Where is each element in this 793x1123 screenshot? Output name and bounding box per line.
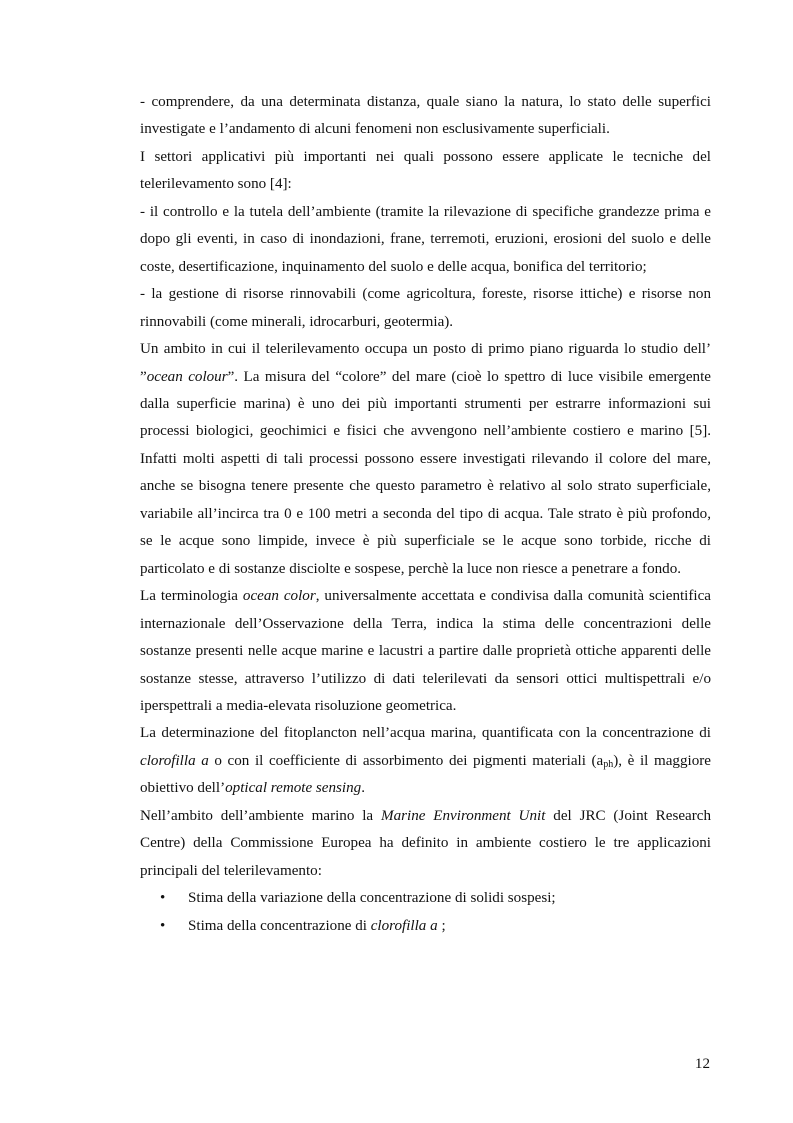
paragraph-7-italic-1: clorofilla a <box>140 752 209 769</box>
list-item-italic: clorofilla a <box>370 917 438 934</box>
document-body <box>140 89 711 940</box>
paragraph-8 <box>140 803 711 885</box>
paragraph-6-text-a: La terminologia <box>140 588 243 605</box>
list-item-tail: ; <box>437 917 446 934</box>
paragraph-8-text-b: del JRC (Joint Research Centre) della Commissione Europea ha definito in ambiente costiero le tre applicazioni principali del telerilevamento: <box>140 807 711 879</box>
list-item <box>140 885 711 912</box>
paragraph-1: - comprendere, da una determinata distanza, quale siano la natura, lo stato delle superfici investigate e l’andamento di alcuni fenomeni non esclusivamente superficiali. <box>140 94 711 138</box>
paragraph-5-italic: ocean colour <box>146 368 228 385</box>
bullet-icon: • <box>160 917 166 934</box>
paragraph-5-text-a: Un ambito in cui il telerilevamento occupa un posto di primo piano riguarda lo studio dell’ ” <box>140 341 711 385</box>
page-number: 12 <box>694 1056 710 1072</box>
paragraph-8-text-a: Nell’ambito dell’ambiente marino la <box>140 807 381 824</box>
list-item-text: Stima della concentrazione di <box>188 917 371 934</box>
bullet-icon: • <box>160 890 166 907</box>
paragraph-7-text-d: . <box>361 780 365 797</box>
applications-list <box>140 885 711 940</box>
paragraph-7-text-c: ), è il maggiore obiettivo dell’ <box>140 752 711 797</box>
paragraph-7-italic-2: optical remote sensing <box>225 780 362 797</box>
paragraph-7 <box>140 720 711 802</box>
paragraph-7-text-b: o con il coefficiente di assorbimento dei pigmenti materiali (a <box>208 752 604 769</box>
paragraph-4: - la gestione di risorse rinnovabili (come agricoltura, foreste, risorse ittiche) e risorse non rinnovabili (come minerali, idrocarburi, geotermia). <box>140 286 711 330</box>
paragraph-6-text-b: , universalmente accettata e condivisa dalla comunità scientifica internazionale dell’Osservazione della Terra, indica la stima delle concentrazioni delle sostanze presenti nelle acque marine e lacustri a partire dalle proprietà ottiche apparenti delle sostanze stesse, attraverso l’utilizzo di dati telerilevati da sensori ottici multispettrali e/o iperspettrali a media-elevata risoluzione geometrica. <box>140 588 711 714</box>
paragraph-2: I settori applicativi più importanti nei quali possono essere applicate le tecniche del telerilevamento sono [4]: <box>140 148 711 193</box>
paragraph-7-text-a: La determinazione del fitoplancton nell’acqua marina, quantificata con la concentrazione di <box>140 725 711 742</box>
list-item-text: Stima della variazione della concentrazione di solidi sospesi; <box>188 890 556 907</box>
paragraph-3: - il controllo e la tutela dell’ambiente (tramite la rilevazione di specifiche grandezze prima e dopo gli eventi, in caso di inondazioni, frane, terremoti, eruzioni, erosioni del suolo e delle coste, desertificazione, inquinamento del suolo e delle acqua, bonifica del territorio; <box>140 203 711 275</box>
paragraph-6-italic: ocean color <box>242 588 316 605</box>
paragraph-5-text-b: ”. La misura del “colore” del mare (cioè lo spettro di luce visibile emergente dalla superficie marina) è uno dei più importanti strumenti per estrarre informazioni sui processi biologici, geochimici e fisici che avvengono nell’ambiente costiero e marino [5]. Infatti molti aspetti di tali processi possono essere investigati rilevando il colore del mare, anche se bisogna tenere presente che questo parametro è relativo al solo strato superficiale, variabile all’incirca tra 0 e 100 metri a seconda del tipo di acqua. Tale strato è più profondo, se le acque sono limpide, invece è più superficiale se le acque sono torbide, ricche di particolato e di sostanze disciolte e sospese, perchè la luce non riesce a penetrare a fondo. <box>140 368 711 577</box>
paragraph-6 <box>140 583 711 720</box>
list-item <box>140 913 711 940</box>
paragraph-5 <box>140 336 711 583</box>
subscript-ph: ph <box>603 758 614 770</box>
paragraph-8-italic: Marine Environment Unit <box>381 807 546 824</box>
